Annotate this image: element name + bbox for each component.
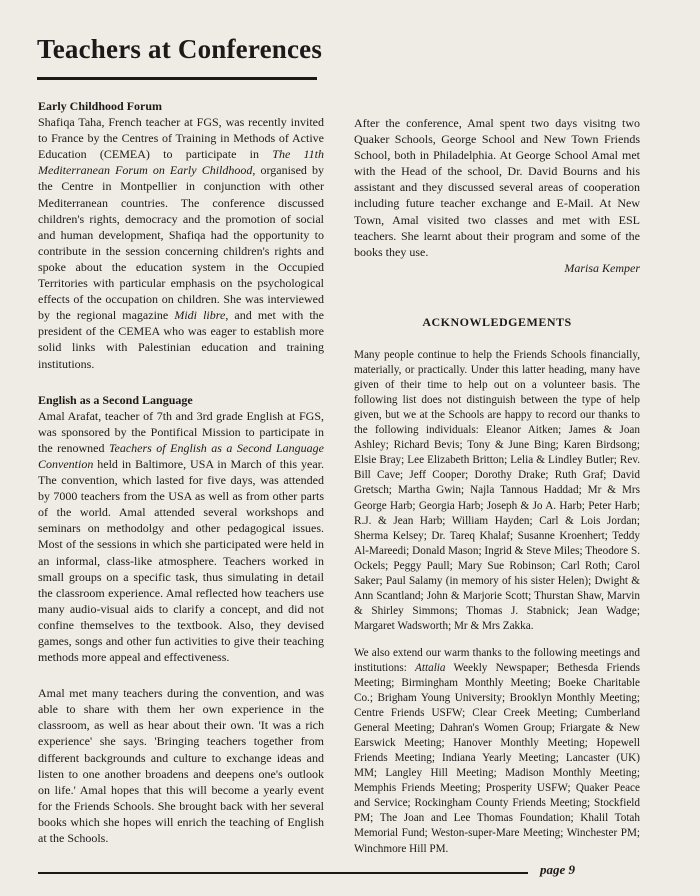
section-heading-esl: English as a Second Language	[38, 392, 193, 407]
author-signature: Marisa Kemper	[564, 260, 640, 275]
right-column	[354, 115, 640, 857]
early-childhood-paragraph	[38, 114, 324, 372]
title-rule	[37, 77, 317, 80]
acknowledgements-institutions	[354, 646, 640, 857]
footer-rule	[38, 872, 528, 874]
acknowledgements-individuals: Many people continue to help the Friends Schools financially, materially, or practically. Under this latter heading, many have given of their time to help out on a volunteer basis. The following list does not distinguish between the type of help given, but we at the Schools are happy to record our thanks to the following individuals: Eleanor Aitken; James & Joan Ashley; Richard Bevis; Tony & June Bing; Karen Birdsong; Elsie Bray; Lee Elizabeth Britton; Lelia & Lindley Butler; Rev. Bill Cave; Jeff Cooper; Dorothy Drake; Ruth Graf; David Gretsch; Martha Gwin; Najla Tannous Haddad; Mr & Mrs George Harb; Georgia Harb; Joseph & Jo A. Harb; Peter Harb; R.J. & Jean Harb; William Hayden; Carl & Lois Jordan; Sherma Kelsey; Dr. Tareq Khalaf; Susanne Kroenhert; Teddy Al-Mareedi; Donald Mason; Ingrid & Steve Miles; Theodore S. Ockels; Peggy Paull; Mary Sue Robinson; Carl Roth; Carol Saker; Paul Salamy (in memory of his sister Helen); Dwight & Ann Scantland; John & Marjorie Scott; Thurstan Shaw, Marvin & Shirley Simmons; Thomas J. Stabnick; Jean Wadge; Margaret Wadsworth; Mr & Mrs Zakka.	[354, 349, 640, 632]
text-run: , organised by the Centre in Montpellier in conjunction with other Mediterranean countries. The conference discussed children's rights, democracy and the promotion of social and human development, Shafiqa had the opportunity to contribute in the session concerning children's rights and spoke about the education system in the Occupied Territories with particular emphasis on the psychological effects of the occupation on children. She was interviewed by the regional magazine	[38, 163, 325, 323]
left-column	[38, 98, 324, 846]
magazine-name: Midi libre	[174, 308, 226, 323]
convention-title: Teachers of English as a Second Language Convention	[38, 440, 324, 471]
page-number: page 9	[540, 862, 576, 877]
page-title: Teachers at Conferences	[37, 34, 323, 64]
forum-title: The 11th Mediterranean Forum on Early Childhood	[38, 147, 324, 178]
text-run: held in Baltimore, USA in March of this year. The convention, which lasted for five days, was attended by 7000 teachers from the USA as well as from other parts of the world. Amal attended several workshops and seminars on methodolgy and other pedagogical issues. Most of the sessions in which she participated were held in an informal, class-like atmosphere. Teachers worked in small groups on a specific task, thus simulating in detail the classroom experience. Amal reflected how teachers use many audio-visual aids to clarify a concept, and did not confine themselves to the textbook. Also, they devised games, songs and other fun activities to give their teaching methods more appeal and effectiveness.	[38, 456, 324, 665]
text-run: Amal Arafat, teacher of 7th and 3rd grade English at FGS, was sponsored by the Pontifical Mission to participate in the renowned	[38, 408, 324, 455]
esl-paragraph-1	[38, 408, 324, 666]
text-run: We also extend our warm thanks to the following meetings and institutions:	[354, 646, 640, 674]
text-run: Shafiqa Taha, French teacher at FGS, was recently invited to France by the Centres of Training in Methods of Active Education (CEMEA) to participate in	[38, 115, 324, 162]
text-run: Weekly Newspaper; Bethesda Friends Meeting; Birmingham Monthly Meeting; Boeke Charitable Co.; Brigham Young University; Brooklyn Monthly Meeting; Centre Friends USFW; Clear Creek Meeting; Cumberland General Meeting; Dahran's Women Group; Friargate & New Earswick Meeting; Hanover Monthly Meeting; Hopewell Friends Meeting; Indiana Yearly Meeting; Lancaster (UK) MM; Langley Hill Meeting; Madison Monthly Meeting; Memphis Friends Meeting; Prosperity USFW; Quaker Peace and Service; Rockingham County Friends Meeting; Stockfield PM; The Joan and Lee Thomas Foundation; Khalil Totah Memorial Fund; Weston-super-Mare Meeting; Winchester PM; Winchmore Hill PM.	[354, 661, 640, 855]
esl-paragraph-2: Amal met many teachers during the convention, and was able to share with them her own experience in the classroom, as well as hear about their own. 'It was a rich experience' she says. 'Bringing teachers together from different backgrounds and culture to exchange ideas and listen to one another broadens and deepens one's outlook on life.' Amal hopes that this will become a yearly event for the Friends Schools. She brought back with her several books which she hopes will enrich the teaching of English at the Schools.	[38, 686, 324, 846]
text-run: , and met with the president of the CEMEA who was eager to establish more solid links with Palestinian education and training institutions.	[38, 308, 324, 371]
conference-visit-paragraph: After the conference, Amal spent two days visitng two Quaker Schools, George School and New Town Friends School, both in Philadelphia. At George School Amal met with the Head of the school, Dr. David Bourns and his assistant and they discussed several areas of cooperation including future teacher exchange and E-Mail. At New Town, Amal visited two classes and met with ESL teachers. She learnt about their program and some of the books they use.	[354, 116, 640, 259]
section-heading-early-childhood: Early Childhood Forum	[38, 99, 163, 113]
acknowledgements-heading: ACKNOWLEDGEMENTS	[422, 314, 572, 329]
newspaper-name: Attalia	[415, 661, 446, 674]
